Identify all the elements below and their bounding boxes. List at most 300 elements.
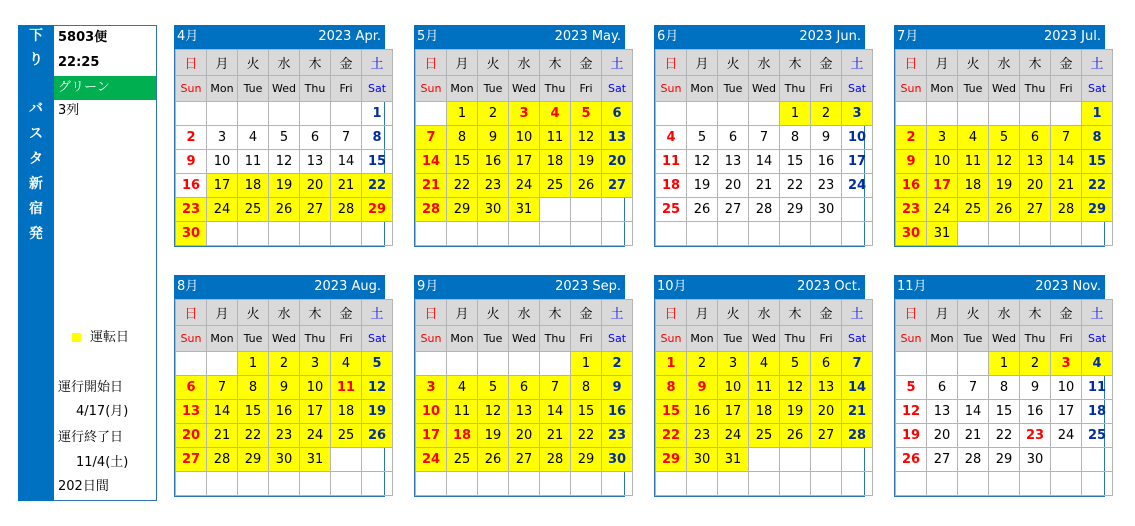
weekday-jp: 水 — [749, 50, 780, 76]
day-cell: 29 — [571, 448, 602, 472]
weekday-jp: 火 — [958, 50, 989, 76]
day-cell: 20 — [509, 424, 540, 448]
empty-cell — [300, 222, 331, 246]
empty-cell — [780, 222, 811, 246]
sidebar-char: タ — [29, 151, 43, 167]
month-header — [174, 25, 385, 49]
day-cell: 5 — [362, 352, 393, 376]
weekday-jp: 月 — [207, 50, 238, 76]
day-cell: 19 — [362, 400, 393, 424]
day-cell: 23 — [176, 198, 207, 222]
day-cell: 17 — [718, 400, 749, 424]
day-cell: 27 — [300, 198, 331, 222]
month-calendar — [894, 275, 1105, 497]
weekday-en: Sat — [842, 76, 873, 102]
calendar-grid — [895, 299, 1113, 496]
weekday-en: Mon — [207, 326, 238, 352]
day-cell: 26 — [269, 198, 300, 222]
weekday-jp: 火 — [718, 300, 749, 326]
day-cell: 17 — [1051, 400, 1082, 424]
empty-cell — [176, 472, 207, 496]
month-header — [654, 275, 865, 299]
empty-cell — [1051, 472, 1082, 496]
day-cell: 22 — [1082, 174, 1113, 198]
day-cell: 8 — [989, 376, 1020, 400]
month-name-jp: 6月 — [657, 29, 679, 44]
day-cell: 26 — [571, 174, 602, 198]
day-cell: 28 — [958, 448, 989, 472]
weekday-en: Sat — [1082, 76, 1113, 102]
sidebar-char: 新 — [29, 176, 43, 192]
weekday-jp: 月 — [687, 50, 718, 76]
weekday-en: Sun — [656, 326, 687, 352]
day-cell: 1 — [571, 352, 602, 376]
day-cell: 13 — [718, 150, 749, 174]
day-cell: 29 — [989, 448, 1020, 472]
empty-cell — [331, 102, 362, 126]
weekday-en: Tue — [958, 326, 989, 352]
day-cell: 6 — [811, 352, 842, 376]
empty-cell — [1051, 222, 1082, 246]
day-cell: 5 — [478, 376, 509, 400]
month-header — [414, 275, 625, 299]
day-cell: 23 — [896, 198, 927, 222]
day-cell: 8 — [780, 126, 811, 150]
day-cell: 12 — [269, 150, 300, 174]
day-cell: 30 — [269, 448, 300, 472]
day-cell: 9 — [811, 126, 842, 150]
day-cell: 3 — [207, 126, 238, 150]
day-cell: 10 — [842, 126, 873, 150]
day-cell: 5 — [571, 102, 602, 126]
empty-cell — [1082, 448, 1113, 472]
day-cell: 6 — [176, 376, 207, 400]
empty-cell — [331, 448, 362, 472]
weekday-jp: 水 — [509, 50, 540, 76]
day-cell: 13 — [300, 150, 331, 174]
day-cell: 28 — [842, 424, 873, 448]
day-cell: 3 — [842, 102, 873, 126]
day-cell: 21 — [416, 174, 447, 198]
month-name-en: 2023 Apr. — [318, 29, 381, 44]
day-cell: 2 — [176, 126, 207, 150]
month-calendar — [894, 25, 1105, 247]
day-cell: 3 — [300, 352, 331, 376]
day-cell: 10 — [1051, 376, 1082, 400]
month-calendar — [654, 275, 865, 497]
day-cell: 2 — [478, 102, 509, 126]
weekday-en: Sat — [1082, 326, 1113, 352]
day-cell: 16 — [1020, 400, 1051, 424]
day-cell: 6 — [927, 376, 958, 400]
weekday-en: Sun — [416, 326, 447, 352]
weekday-en: Sun — [176, 326, 207, 352]
day-cell: 7 — [842, 352, 873, 376]
empty-cell — [718, 102, 749, 126]
day-cell: 24 — [207, 198, 238, 222]
empty-cell — [718, 222, 749, 246]
empty-cell — [811, 448, 842, 472]
weekday-jp: 火 — [478, 300, 509, 326]
day-cell: 24 — [300, 424, 331, 448]
day-cell: 1 — [656, 352, 687, 376]
weekday-en: Tue — [718, 76, 749, 102]
weekday-en: Wed — [749, 326, 780, 352]
day-cell: 14 — [1051, 150, 1082, 174]
day-cell: 26 — [478, 448, 509, 472]
route-sidebar — [18, 25, 54, 501]
day-cell: 15 — [780, 150, 811, 174]
day-cell: 10 — [207, 150, 238, 174]
flight-number: 5803便 — [58, 30, 108, 45]
day-cell: 8 — [1082, 126, 1113, 150]
empty-cell — [896, 472, 927, 496]
day-cell: 21 — [842, 400, 873, 424]
empty-cell — [540, 472, 571, 496]
day-cell: 21 — [749, 174, 780, 198]
day-cell: 30 — [896, 222, 927, 246]
day-cell: 3 — [927, 126, 958, 150]
sidebar-char: り — [29, 52, 43, 68]
empty-cell — [269, 472, 300, 496]
weekday-jp: 木 — [780, 300, 811, 326]
weekday-jp: 月 — [207, 300, 238, 326]
weekday-jp: 土 — [842, 50, 873, 76]
weekday-en: Mon — [447, 76, 478, 102]
day-cell: 18 — [958, 174, 989, 198]
empty-cell — [447, 222, 478, 246]
weekday-en: Sat — [602, 326, 633, 352]
day-cell: 1 — [1082, 102, 1113, 126]
sidebar-char: バ — [29, 101, 43, 117]
weekday-jp: 火 — [958, 300, 989, 326]
weekday-jp: 日 — [656, 50, 687, 76]
day-cell: 4 — [958, 126, 989, 150]
day-cell: 13 — [509, 400, 540, 424]
day-cell: 25 — [331, 424, 362, 448]
month-calendar — [654, 25, 865, 247]
empty-cell — [238, 472, 269, 496]
weekday-jp: 金 — [331, 300, 362, 326]
day-cell: 26 — [896, 448, 927, 472]
weekday-jp: 月 — [927, 300, 958, 326]
empty-cell — [656, 472, 687, 496]
day-cell: 17 — [416, 424, 447, 448]
day-cell: 11 — [540, 126, 571, 150]
empty-cell — [842, 472, 873, 496]
weekday-jp: 水 — [269, 50, 300, 76]
day-cell: 25 — [1082, 424, 1113, 448]
day-cell: 24 — [842, 174, 873, 198]
weekday-en: Mon — [927, 326, 958, 352]
empty-cell — [602, 472, 633, 496]
month-calendar — [414, 25, 625, 247]
day-cell: 1 — [780, 102, 811, 126]
day-cell: 14 — [416, 150, 447, 174]
weekday-jp: 日 — [896, 50, 927, 76]
day-cell: 27 — [176, 448, 207, 472]
calendar-grid — [175, 49, 393, 246]
day-cell: 12 — [687, 150, 718, 174]
empty-cell — [896, 352, 927, 376]
weekday-jp: 木 — [300, 50, 331, 76]
weekday-en: Wed — [269, 76, 300, 102]
empty-cell — [602, 198, 633, 222]
month-calendar — [174, 25, 385, 247]
day-cell: 9 — [269, 376, 300, 400]
day-cell: 17 — [842, 150, 873, 174]
weekday-en: Wed — [269, 326, 300, 352]
weekday-jp: 木 — [1020, 300, 1051, 326]
day-cell: 19 — [896, 424, 927, 448]
day-cell: 23 — [687, 424, 718, 448]
day-cell: 17 — [927, 174, 958, 198]
day-cell: 28 — [207, 448, 238, 472]
weekday-jp: 土 — [362, 50, 393, 76]
day-cell: 7 — [416, 126, 447, 150]
day-cell: 11 — [238, 150, 269, 174]
day-cell: 6 — [509, 376, 540, 400]
day-cell: 19 — [571, 150, 602, 174]
empty-cell — [176, 352, 207, 376]
day-cell: 21 — [331, 174, 362, 198]
empty-cell — [656, 222, 687, 246]
empty-cell — [509, 352, 540, 376]
day-cell: 30 — [602, 448, 633, 472]
weekday-jp: 金 — [811, 50, 842, 76]
empty-cell — [811, 472, 842, 496]
weekday-jp: 月 — [447, 300, 478, 326]
weekday-en: Sat — [362, 326, 393, 352]
day-cell: 15 — [656, 400, 687, 424]
day-cell: 1 — [989, 352, 1020, 376]
day-cell: 11 — [1082, 376, 1113, 400]
day-cell: 27 — [602, 174, 633, 198]
day-cell: 22 — [989, 424, 1020, 448]
day-cell: 12 — [896, 400, 927, 424]
day-cell: 16 — [176, 174, 207, 198]
weekday-en: Mon — [687, 326, 718, 352]
weekday-en: Mon — [927, 76, 958, 102]
empty-cell — [1020, 472, 1051, 496]
empty-cell — [989, 472, 1020, 496]
empty-cell — [602, 222, 633, 246]
day-cell: 9 — [176, 150, 207, 174]
weekday-jp: 水 — [269, 300, 300, 326]
weekday-jp: 日 — [416, 300, 447, 326]
empty-cell — [927, 352, 958, 376]
weekday-en: Tue — [238, 326, 269, 352]
day-cell: 30 — [687, 448, 718, 472]
empty-cell — [207, 472, 238, 496]
month-calendar — [174, 275, 385, 497]
day-cell: 22 — [656, 424, 687, 448]
day-cell: 4 — [656, 126, 687, 150]
day-cell: 7 — [207, 376, 238, 400]
day-cell: 10 — [718, 376, 749, 400]
day-cell: 2 — [896, 126, 927, 150]
day-cell: 15 — [238, 400, 269, 424]
day-cell: 18 — [238, 174, 269, 198]
day-cell: 25 — [749, 424, 780, 448]
weekday-en: Tue — [958, 76, 989, 102]
weekday-jp: 土 — [362, 300, 393, 326]
weekday-jp: 日 — [176, 50, 207, 76]
empty-cell — [478, 222, 509, 246]
empty-cell — [300, 472, 331, 496]
day-cell: 6 — [718, 126, 749, 150]
empty-cell — [509, 472, 540, 496]
weekday-en: Thu — [780, 76, 811, 102]
weekday-en: Sat — [842, 326, 873, 352]
day-cell: 7 — [749, 126, 780, 150]
day-cell: 8 — [571, 376, 602, 400]
empty-cell — [509, 222, 540, 246]
weekday-jp: 木 — [540, 300, 571, 326]
day-cell: 16 — [478, 150, 509, 174]
day-cell: 18 — [1082, 400, 1113, 424]
weekday-jp: 金 — [1051, 300, 1082, 326]
weekday-jp: 土 — [1082, 300, 1113, 326]
day-cell: 5 — [687, 126, 718, 150]
empty-cell — [842, 198, 873, 222]
empty-cell — [749, 472, 780, 496]
day-cell: 30 — [811, 198, 842, 222]
day-cell: 23 — [478, 174, 509, 198]
day-cell: 14 — [842, 376, 873, 400]
day-cell: 31 — [718, 448, 749, 472]
day-cell: 27 — [811, 424, 842, 448]
start-date: 4/17(月) — [76, 404, 129, 419]
empty-cell — [362, 472, 393, 496]
day-cell: 12 — [989, 150, 1020, 174]
day-cell: 20 — [718, 174, 749, 198]
weekday-en: Fri — [1051, 326, 1082, 352]
day-cell: 14 — [958, 400, 989, 424]
day-cell: 9 — [1020, 376, 1051, 400]
empty-cell — [1020, 102, 1051, 126]
month-name-en: 2023 Jul. — [1043, 29, 1101, 44]
weekday-en: Fri — [1051, 76, 1082, 102]
day-cell: 24 — [1051, 424, 1082, 448]
day-cell: 27 — [509, 448, 540, 472]
day-cell: 4 — [540, 102, 571, 126]
day-cell: 1 — [447, 102, 478, 126]
day-cell: 13 — [811, 376, 842, 400]
weekday-en: Fri — [331, 326, 362, 352]
day-cell: 17 — [509, 150, 540, 174]
day-cell: 21 — [207, 424, 238, 448]
day-cell: 1 — [362, 102, 393, 126]
day-cell: 19 — [989, 174, 1020, 198]
day-cell: 17 — [300, 400, 331, 424]
day-cell: 22 — [362, 174, 393, 198]
day-cell: 4 — [447, 376, 478, 400]
calendar-grid — [655, 49, 873, 246]
empty-cell — [238, 222, 269, 246]
day-cell: 14 — [207, 400, 238, 424]
empty-cell — [749, 448, 780, 472]
calendar-grid — [415, 49, 633, 246]
month-header — [894, 275, 1105, 299]
day-cell: 21 — [540, 424, 571, 448]
empty-cell — [1082, 222, 1113, 246]
day-cell: 24 — [718, 424, 749, 448]
empty-cell — [1082, 472, 1113, 496]
day-cell: 6 — [300, 126, 331, 150]
day-cell: 5 — [989, 126, 1020, 150]
day-cell: 22 — [571, 424, 602, 448]
empty-cell — [989, 222, 1020, 246]
day-cell: 26 — [687, 198, 718, 222]
weekday-en: Fri — [571, 326, 602, 352]
weekday-en: Thu — [540, 76, 571, 102]
weekday-en: Mon — [207, 76, 238, 102]
day-cell: 11 — [447, 400, 478, 424]
empty-cell — [958, 472, 989, 496]
weekday-en: Fri — [571, 76, 602, 102]
empty-cell — [176, 102, 207, 126]
weekday-jp: 月 — [687, 300, 718, 326]
weekday-jp: 日 — [176, 300, 207, 326]
empty-cell — [1020, 222, 1051, 246]
day-cell: 29 — [238, 448, 269, 472]
day-cell: 19 — [478, 424, 509, 448]
weekday-jp: 金 — [811, 300, 842, 326]
day-cell: 6 — [602, 102, 633, 126]
weekday-jp: 月 — [927, 50, 958, 76]
weekday-jp: 日 — [656, 300, 687, 326]
seat-rows: 3列 — [58, 103, 80, 118]
month-name-jp: 4月 — [177, 29, 199, 44]
empty-cell — [1051, 448, 1082, 472]
empty-cell — [811, 222, 842, 246]
weekday-en: Mon — [687, 76, 718, 102]
day-cell: 26 — [362, 424, 393, 448]
weekday-en: Wed — [749, 76, 780, 102]
day-cell: 16 — [687, 400, 718, 424]
weekday-jp: 金 — [571, 300, 602, 326]
weekday-en: Sun — [176, 76, 207, 102]
day-cell: 30 — [478, 198, 509, 222]
day-cell: 8 — [238, 376, 269, 400]
day-cell: 23 — [1020, 424, 1051, 448]
month-name-jp: 10月 — [657, 279, 687, 294]
empty-cell — [958, 222, 989, 246]
weekday-jp: 金 — [1051, 50, 1082, 76]
empty-cell — [540, 352, 571, 376]
month-name-jp: 5月 — [417, 29, 439, 44]
day-cell: 12 — [780, 376, 811, 400]
day-cell: 6 — [1020, 126, 1051, 150]
day-cell: 2 — [602, 352, 633, 376]
empty-cell — [780, 448, 811, 472]
month-name-en: 2023 Sep. — [555, 279, 621, 294]
weekday-en: Thu — [300, 76, 331, 102]
day-cell: 23 — [269, 424, 300, 448]
day-cell: 3 — [416, 376, 447, 400]
day-cell: 4 — [238, 126, 269, 150]
day-cell: 13 — [927, 400, 958, 424]
empty-cell — [687, 222, 718, 246]
day-cell: 3 — [718, 352, 749, 376]
day-cell: 21 — [958, 424, 989, 448]
weekday-en: Tue — [478, 76, 509, 102]
day-cell: 25 — [958, 198, 989, 222]
weekday-en: Thu — [780, 326, 811, 352]
day-cell: 5 — [780, 352, 811, 376]
empty-cell — [269, 222, 300, 246]
